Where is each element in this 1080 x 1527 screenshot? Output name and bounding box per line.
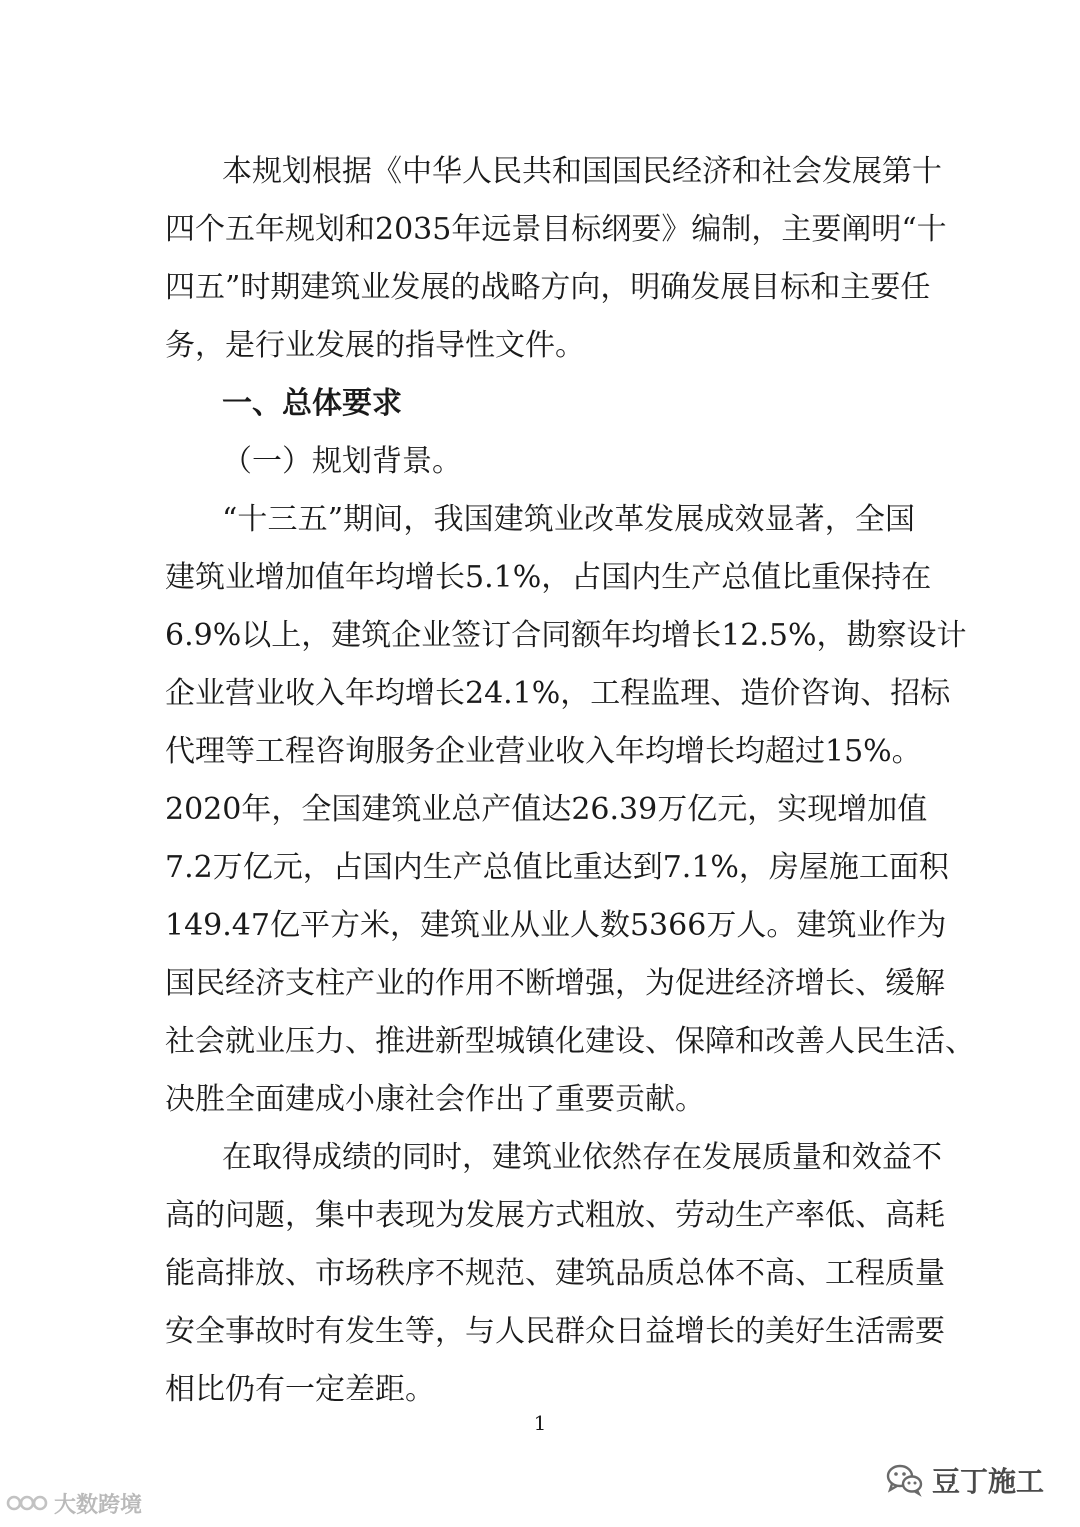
text-line: 7.2万亿元，占国内生产总值比重达到7.1%，房屋施工面积 [165, 850, 949, 885]
text-line: 本规划根据《中华人民共和国国民经济和社会发展第十 [222, 154, 942, 189]
text-line: 相比仍有一定差距。 [165, 1372, 435, 1407]
text-line: 四个五年规划和2035年远景目标纲要》编制，主要阐明“十 [165, 212, 947, 247]
text-line: 在取得成绩的同时，建筑业依然存在发展质量和效益不 [222, 1140, 942, 1175]
section-heading: 一、总体要求 [222, 386, 402, 421]
text-line: 能高排放、市场秩序不规范、建筑品质总体不高、工程质量 [165, 1256, 945, 1291]
text-line: 社会就业压力、推进新型城镇化建设、保障和改善人民生活、 [165, 1024, 975, 1059]
text-line: 高的问题，集中表现为发展方式粗放、劳动生产率低、高耗 [165, 1198, 945, 1233]
text-line: “十三五”期间，我国建筑业改革发展成效显著，全国 [222, 502, 915, 537]
text-line: 安全事故时有发生等，与人民群众日益增长的美好生活需要 [165, 1314, 945, 1349]
page-number: 1 [533, 1411, 547, 1435]
text-line: 企业营业收入年均增长24.1%，工程监理、造价咨询、招标 [165, 676, 951, 711]
brand-logo-icon [6, 1490, 50, 1516]
text-line: 决胜全面建成小康社会作出了重要贡献。 [165, 1082, 705, 1117]
text-line: 6.9%以上，建筑企业签订合同额年均增长12.5%，勘察设计 [165, 618, 967, 653]
subsection-heading: （一）规划背景。 [222, 444, 462, 479]
text-line: 2020年，全国建筑业总产值达26.39万亿元，实现增加值 [165, 792, 928, 827]
watermark-right [886, 1460, 1044, 1500]
watermark-left [6, 1487, 142, 1519]
text-line: 四五”时期建筑业发展的战略方向，明确发展目标和主要任 [165, 270, 931, 305]
text-line: 代理等工程咨询服务企业营业收入年均增长均超过15%。 [165, 734, 922, 769]
text-line: 建筑业增加值年均增长5.1%，占国内生产总值比重保持在 [165, 560, 932, 595]
watermark-right-text: 豆丁施工 [931, 1465, 1044, 1498]
text-line: 149.47亿平方米，建筑业从业人数5366万人。建筑业作为 [165, 908, 947, 943]
wechat-icon [886, 1463, 924, 1497]
watermark-left-text: 大数跨境 [54, 1492, 143, 1518]
text-line: 务，是行业发展的指导性文件。 [165, 328, 585, 363]
text-line: 国民经济支柱产业的作用不断增强，为促进经济增长、缓解 [165, 966, 945, 1001]
